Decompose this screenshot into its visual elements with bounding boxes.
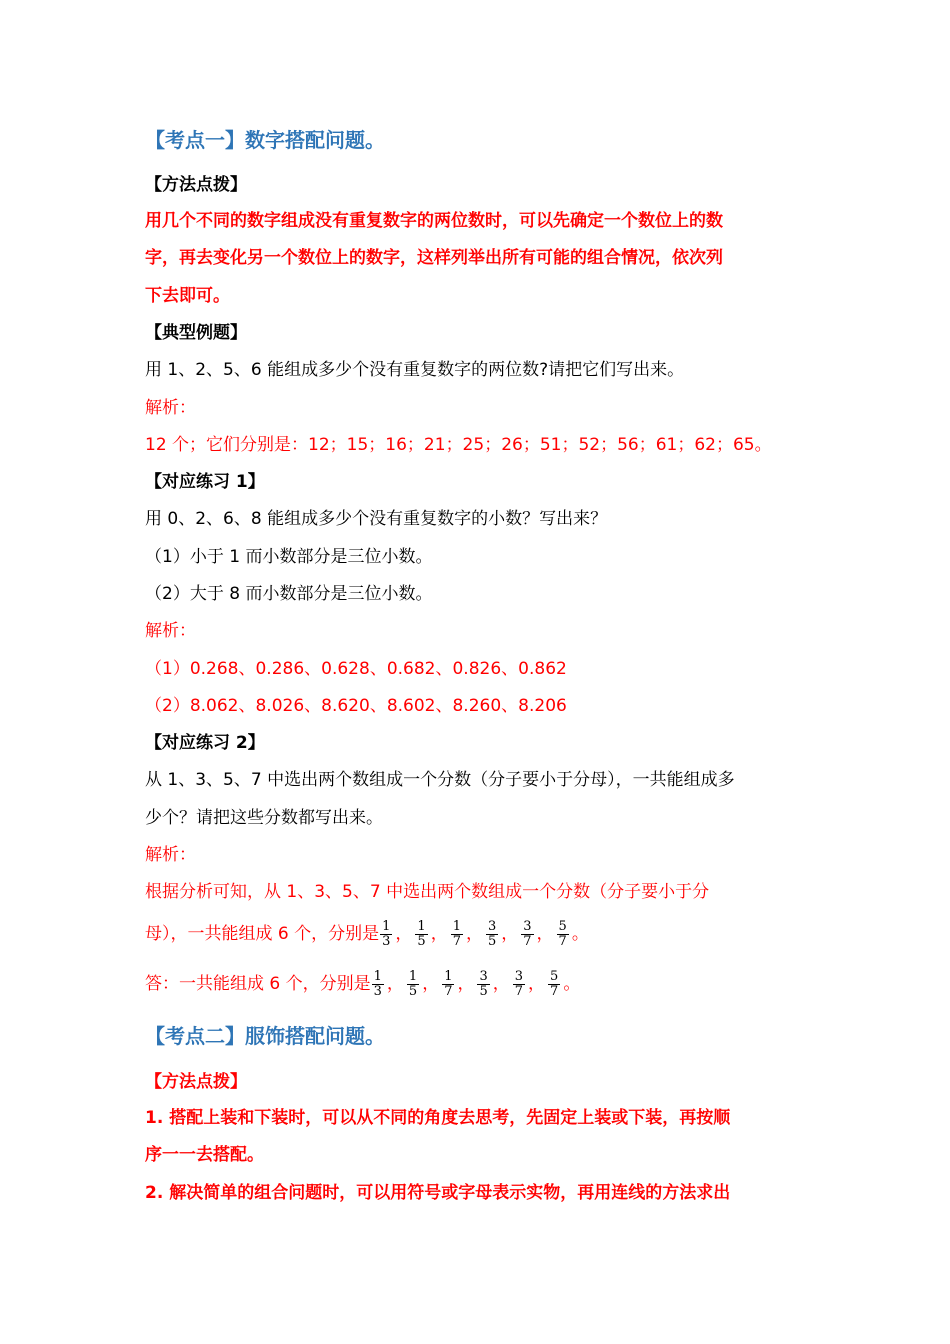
fraction — [442, 970, 454, 999]
section1-method-heading: 【方法点拨】 — [145, 175, 247, 195]
fraction-separator: ， — [386, 974, 404, 994]
example-heading: 【典型例题】 — [145, 323, 247, 343]
practice1-analysis-label: 解析： — [145, 621, 196, 641]
fraction-denominator: 7 — [444, 983, 453, 999]
practice2-analysis-prefix: 母），一共能组成 6 个，分别是 — [145, 924, 380, 944]
fraction-numerator: 1 — [373, 968, 382, 984]
fraction — [407, 970, 419, 999]
fraction-separator: ， — [395, 924, 413, 944]
fraction-numerator: 5 — [550, 968, 559, 984]
fraction-numerator: 3 — [514, 968, 524, 984]
fraction-numerator: 1 — [444, 968, 453, 984]
example-analysis-label: 解析： — [145, 398, 196, 418]
fraction-denominator: 3 — [382, 933, 391, 949]
fraction — [415, 920, 427, 949]
fraction-numerator: 3 — [487, 918, 497, 934]
section2-method-heading: 【方法点拨】 — [145, 1072, 247, 1092]
practice1-answer2: （2）8.062、8.026、8.620、8.602、8.260、8.206 — [145, 696, 567, 716]
answer-fraction-list — [371, 968, 583, 999]
fraction — [486, 920, 498, 949]
fraction-denominator: 7 — [452, 933, 461, 949]
section1-method-line-1: 用几个不同的数字组成没有重复数字的两位数时，可以先确定一个数位上的数 — [145, 211, 723, 231]
section2-method-line-1: 1. 搭配上装和下装时，可以从不同的角度去思考，先固定上装或下装，再按顺 — [145, 1108, 731, 1128]
fraction-separator: ， — [465, 924, 483, 944]
practice1-question: 用 0、2、6、8 能组成多少个没有重复数字的小数？写出来？ — [145, 509, 608, 529]
fraction-separator: 。 — [571, 924, 589, 944]
analysis-fraction-list — [379, 918, 591, 949]
fraction-denominator: 5 — [417, 933, 426, 949]
practice1-answer1: （1）0.268、0.286、0.628、0.682、0.826、0.862 — [145, 659, 567, 679]
fraction-denominator: 7 — [514, 983, 524, 999]
fraction — [380, 920, 392, 949]
fraction-denominator: 7 — [550, 983, 559, 999]
fraction-numerator: 1 — [452, 918, 461, 934]
fraction — [372, 970, 384, 999]
fraction — [521, 920, 533, 949]
section1-method-line-3: 下去即可。 — [145, 286, 230, 306]
fraction-numerator: 5 — [558, 918, 567, 934]
practice2-question-line-1: 从 1、3、5、7 中选出两个数组成一个分数（分子要小于分母），一共能组成多 — [145, 770, 735, 790]
fraction-numerator: 1 — [417, 918, 426, 934]
fraction-separator: ， — [430, 924, 448, 944]
practice1-heading: 【对应练习 1】 — [145, 472, 265, 492]
fraction-separator: ， — [536, 924, 554, 944]
example-answer: 12 个；它们分别是：12；15；16；21；25；26；51；52；56；61；62；65。 — [145, 435, 772, 455]
fraction-separator: 。 — [563, 974, 581, 994]
fraction-denominator: 3 — [373, 983, 382, 999]
practice2-analysis-line-2 — [145, 914, 591, 954]
example-question: 用 1、2、5、6 能组成多少个没有重复数字的两位数?请把它们写出来。 — [145, 360, 685, 380]
practice2-analysis-line-1: 根据分析可知，从 1、3、5、7 中选出两个数组成一个分数（分子要小于分 — [145, 882, 710, 902]
fraction — [477, 970, 489, 999]
fraction-numerator: 1 — [382, 918, 391, 934]
fraction-separator: ， — [528, 974, 546, 994]
fraction-denominator: 7 — [523, 933, 532, 949]
practice2-answer-prefix: 答：一共能组成 6 个，分别是 — [145, 974, 371, 994]
fraction — [548, 970, 560, 999]
fraction-separator: ， — [501, 924, 519, 944]
practice2-question-line-2: 少个？请把这些分数都写出来。 — [145, 808, 383, 828]
practice2-heading: 【对应练习 2】 — [145, 733, 265, 753]
fraction-denominator: 7 — [558, 933, 567, 949]
section1-method-line-2: 字，再去变化另一个数位上的数字，这样列举出所有可能的组合情况，依次列 — [145, 248, 723, 268]
fraction-separator: ， — [422, 974, 440, 994]
practice2-analysis-label: 解析： — [145, 845, 196, 865]
section2-method-line-3: 2. 解决简单的组合问题时，可以用符号或字母表示实物，再用连线的方法求出 — [145, 1183, 731, 1203]
fraction — [513, 970, 525, 999]
fraction-numerator: 1 — [408, 968, 418, 984]
fraction-separator: ， — [492, 974, 510, 994]
fraction — [451, 920, 463, 949]
fraction-denominator: 5 — [487, 933, 497, 949]
practice1-sub2: （2）大于 8 而小数部分是三位小数。 — [145, 584, 433, 604]
section2-title: 【考点二】服饰搭配问题。 — [145, 1024, 385, 1048]
fraction — [557, 920, 569, 949]
fraction-separator: ， — [457, 974, 475, 994]
practice2-answer — [145, 964, 582, 1004]
fraction-denominator: 5 — [408, 983, 418, 999]
fraction-numerator: 3 — [523, 918, 532, 934]
fraction-numerator: 3 — [479, 968, 488, 984]
practice1-sub1: （1）小于 1 而小数部分是三位小数。 — [145, 547, 433, 567]
fraction-denominator: 5 — [479, 983, 488, 999]
section1-title: 【考点一】数字搭配问题。 — [145, 128, 385, 152]
section2-method-line-2: 序一一去搭配。 — [145, 1145, 264, 1165]
